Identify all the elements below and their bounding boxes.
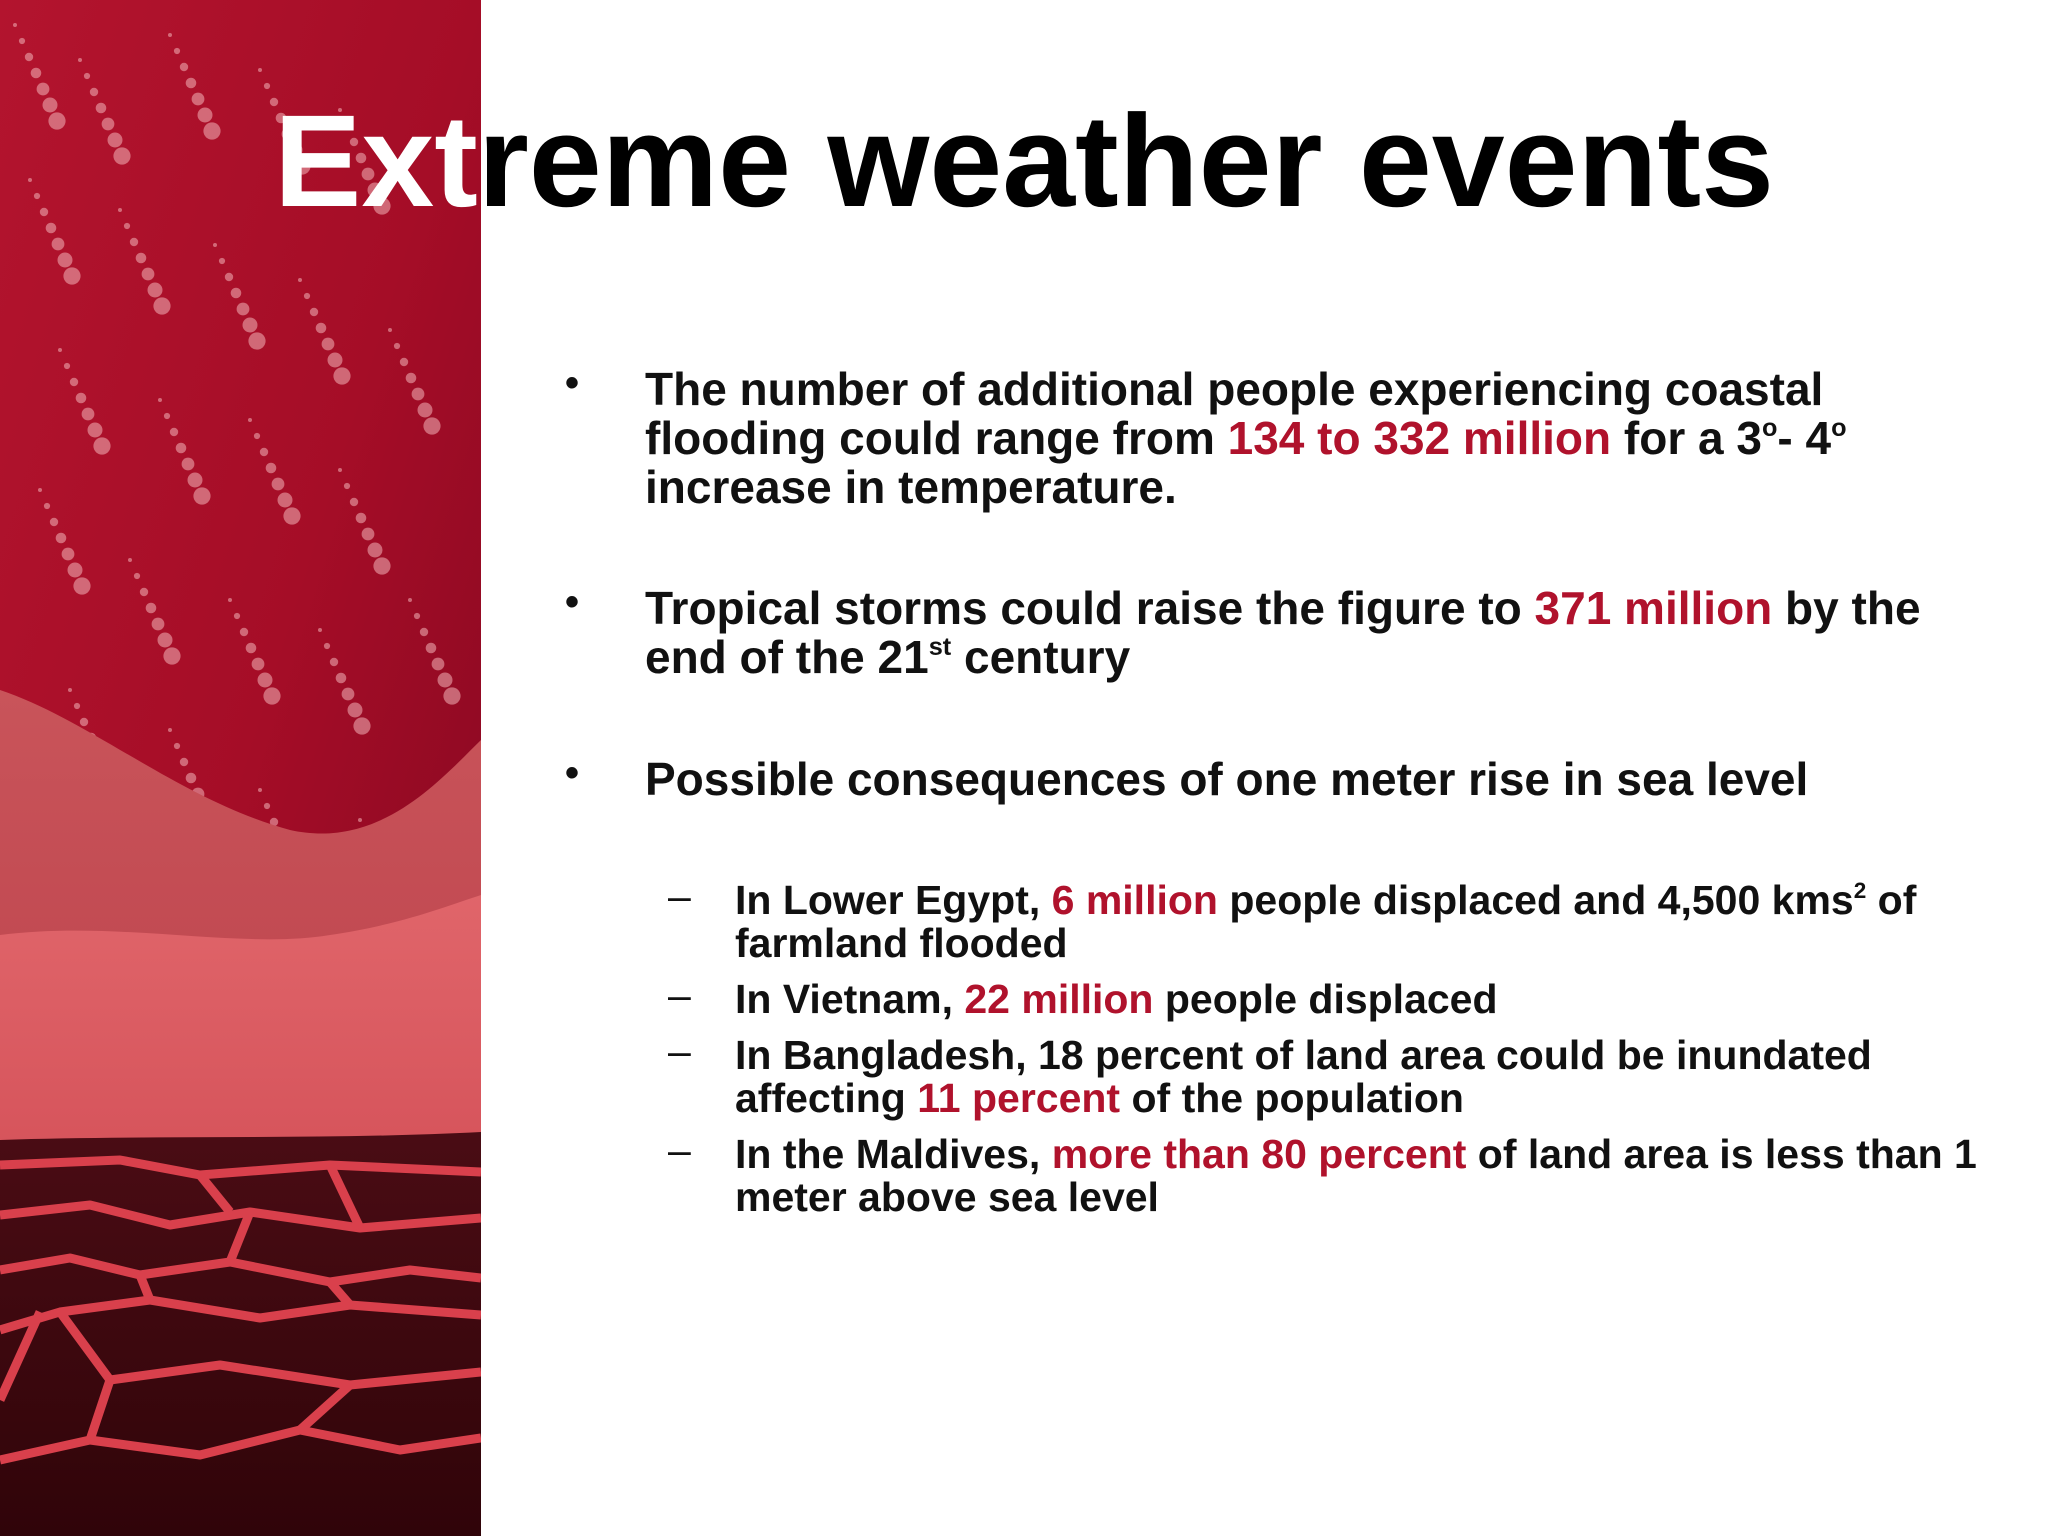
rain-drop (278, 493, 293, 508)
rain-drop (182, 458, 195, 471)
rain-drop (298, 278, 302, 282)
sub-bullet-text: In Lower Egypt, (735, 877, 1052, 923)
sub-bullet-text: of farmland flooded (735, 877, 1917, 966)
bullet-text: Tropical storms could raise the figure to (645, 582, 1535, 634)
rain-drop (388, 328, 392, 332)
highlighted-figure: 134 to 332 million (1227, 412, 1612, 464)
sub-bullet-text: people displaced (1153, 976, 1498, 1022)
rain-drop (219, 258, 225, 264)
sub-bullet-maldives (565, 1127, 2005, 1220)
bullet-text: increase in temperature. (645, 461, 1177, 513)
rain-drop (254, 433, 260, 439)
rain-drop (56, 533, 67, 544)
sub-bullet-text: In Vietnam, (735, 976, 965, 1022)
sub-bullet-vietnam (565, 972, 2005, 1022)
rain-drop (62, 548, 75, 561)
rain-drop (170, 428, 178, 436)
rain-drop (146, 603, 157, 614)
rain-drop (394, 343, 400, 349)
rain-drop (258, 68, 262, 72)
rain-drop (260, 448, 268, 456)
ordinal-superscript: st (928, 633, 952, 662)
rain-drop (231, 288, 242, 299)
rain-drop (164, 413, 170, 419)
rain-drop (186, 773, 197, 784)
rain-drop (423, 417, 440, 434)
rain-drop (248, 418, 252, 422)
rain-drop (64, 363, 70, 369)
rain-drop (140, 588, 148, 596)
rain-drop (130, 238, 138, 246)
rain-drop (31, 68, 42, 79)
bullet-text: The number of additional people experiencing coastal flooding could range from (645, 363, 1824, 464)
rain-drop (13, 23, 17, 27)
sub-bullet-bangladesh (565, 1028, 2005, 1121)
rain-drop (333, 367, 350, 384)
rain-drop (350, 498, 358, 506)
rain-drop (186, 78, 197, 89)
rain-drop (310, 308, 318, 316)
sub-bullet-marker: – (668, 972, 691, 1018)
rain-drop (19, 38, 25, 44)
rain-drop (408, 598, 412, 602)
rain-drop (438, 673, 453, 688)
bullet-marker: • (565, 361, 580, 405)
rain-drop (158, 633, 173, 648)
rain-drop (330, 658, 338, 666)
squared-superscript: 2 (1853, 878, 1867, 904)
rain-drop (63, 267, 80, 284)
rain-drop (264, 803, 270, 809)
sub-bullet-text: of land area is less than 1 meter above sea level (735, 1131, 1977, 1220)
rain-drop (353, 717, 370, 734)
rain-drop (148, 283, 163, 298)
rain-drop (342, 688, 355, 701)
rain-drop (188, 473, 203, 488)
rain-drop (432, 658, 445, 671)
rain-drop (68, 688, 72, 692)
rain-drop (50, 518, 58, 526)
rain-drop (252, 658, 265, 671)
rain-drop (25, 53, 33, 61)
sub-bullet-marker: – (668, 1028, 691, 1074)
rain-drop (38, 488, 42, 492)
rain-drop (73, 577, 90, 594)
sub-bullet-text: In Bangladesh, 18 percent of land area could be inundated affecting (735, 1032, 1872, 1121)
bullet-text: by the end of the 21 (645, 582, 1921, 683)
rain-drop (400, 358, 408, 366)
rain-drop (76, 393, 87, 404)
rain-drop (258, 673, 273, 688)
bullet-text: for a 3 (1611, 412, 1762, 464)
rain-drop (420, 628, 428, 636)
rain-drop (336, 673, 347, 684)
rain-drop (418, 403, 433, 418)
rain-drop (414, 613, 420, 619)
rain-drop (52, 238, 65, 251)
rain-drop (234, 613, 240, 619)
rain-drop (82, 408, 95, 421)
rain-drop (338, 468, 342, 472)
rain-drop (136, 253, 147, 264)
degree-superscript: o (1831, 414, 1847, 443)
rain-drop (174, 743, 180, 749)
rain-drop (324, 643, 330, 649)
rain-drop (88, 423, 103, 438)
rain-drop (263, 687, 280, 704)
bullet-text: century (951, 631, 1131, 683)
rain-drop (168, 728, 172, 732)
sub-bullet-text: people displaced and 4,500 kms (1217, 877, 1854, 923)
sub-bullet-text: of the population (1120, 1075, 1464, 1121)
highlighted-figure: 22 million (964, 976, 1154, 1022)
sub-bullet-text: In the Maldives, (735, 1131, 1052, 1177)
rain-drop (243, 318, 258, 333)
rain-drop (266, 463, 277, 474)
rain-drop (68, 563, 83, 578)
sub-bullet-marker: – (668, 1127, 691, 1173)
rain-drop (318, 628, 322, 632)
highlighted-figure: 11 percent (917, 1075, 1121, 1121)
rain-drop (58, 253, 73, 268)
rain-drop (174, 48, 180, 54)
rain-drop (134, 573, 140, 579)
rain-drop (344, 483, 350, 489)
slide-body (565, 361, 2005, 1232)
rain-drop (153, 297, 170, 314)
slide-title (0, 87, 2048, 234)
rain-drop (356, 513, 367, 524)
rain-drop (58, 348, 62, 352)
bullet-text: - 4 (1777, 412, 1832, 464)
rain-drop (44, 503, 50, 509)
rain-drop (152, 618, 165, 631)
rain-drop (304, 293, 310, 299)
rain-drop (93, 437, 110, 454)
rain-drop (368, 543, 383, 558)
rain-drop (264, 83, 270, 89)
rain-drop (237, 303, 250, 316)
rain-drop (412, 388, 425, 401)
bullet-tropical-storms (565, 580, 2005, 683)
degree-superscript: o (1761, 414, 1778, 443)
slide-title-part2: reme weather events (477, 87, 1774, 234)
rain-drop (373, 557, 390, 574)
rain-drop (78, 58, 82, 62)
bullet-coastal-flooding (565, 361, 2005, 513)
rain-drop (406, 373, 417, 384)
rain-drop (272, 478, 285, 491)
rain-drop (248, 332, 265, 349)
rain-drop (193, 487, 210, 504)
rain-drop (84, 73, 90, 79)
slide-title-part1: Ext (274, 87, 478, 234)
rain-drop (168, 33, 172, 37)
rain-drop (180, 63, 188, 71)
rain-drop (316, 323, 327, 334)
bullet-marker: • (565, 751, 580, 795)
rain-drop (80, 718, 88, 726)
rain-drop (283, 507, 300, 524)
rain-drop (246, 643, 257, 654)
rain-drop (358, 818, 362, 822)
sub-bullet-egypt (565, 873, 2005, 966)
rain-drop (158, 398, 162, 402)
rain-drop (213, 243, 217, 247)
rain-drop (258, 788, 262, 792)
rain-drop (322, 338, 335, 351)
rain-drop (426, 643, 437, 654)
rain-drop (163, 647, 180, 664)
rain-drop (176, 443, 187, 454)
sub-bullet-marker: – (668, 873, 691, 919)
rain-drop (74, 703, 80, 709)
rain-drop (362, 528, 375, 541)
highlighted-figure: more than 80 percent (1051, 1131, 1467, 1177)
rain-drop (225, 273, 233, 281)
rain-drop (228, 598, 232, 602)
bullet-sea-level-consequences (565, 751, 2005, 805)
rain-drop (180, 758, 188, 766)
rain-drop (142, 268, 155, 281)
bullet-text: Possible consequences of one meter rise in sea level (645, 753, 1809, 805)
rain-drop (443, 687, 460, 704)
highlighted-figure: 6 million (1051, 877, 1218, 923)
rain-drop (70, 378, 78, 386)
rain-drop (240, 628, 248, 636)
rain-drop (348, 703, 363, 718)
highlighted-figure: 371 million (1534, 582, 1773, 634)
bullet-marker: • (565, 580, 580, 624)
rain-drop (328, 353, 343, 368)
rain-drop (128, 558, 132, 562)
